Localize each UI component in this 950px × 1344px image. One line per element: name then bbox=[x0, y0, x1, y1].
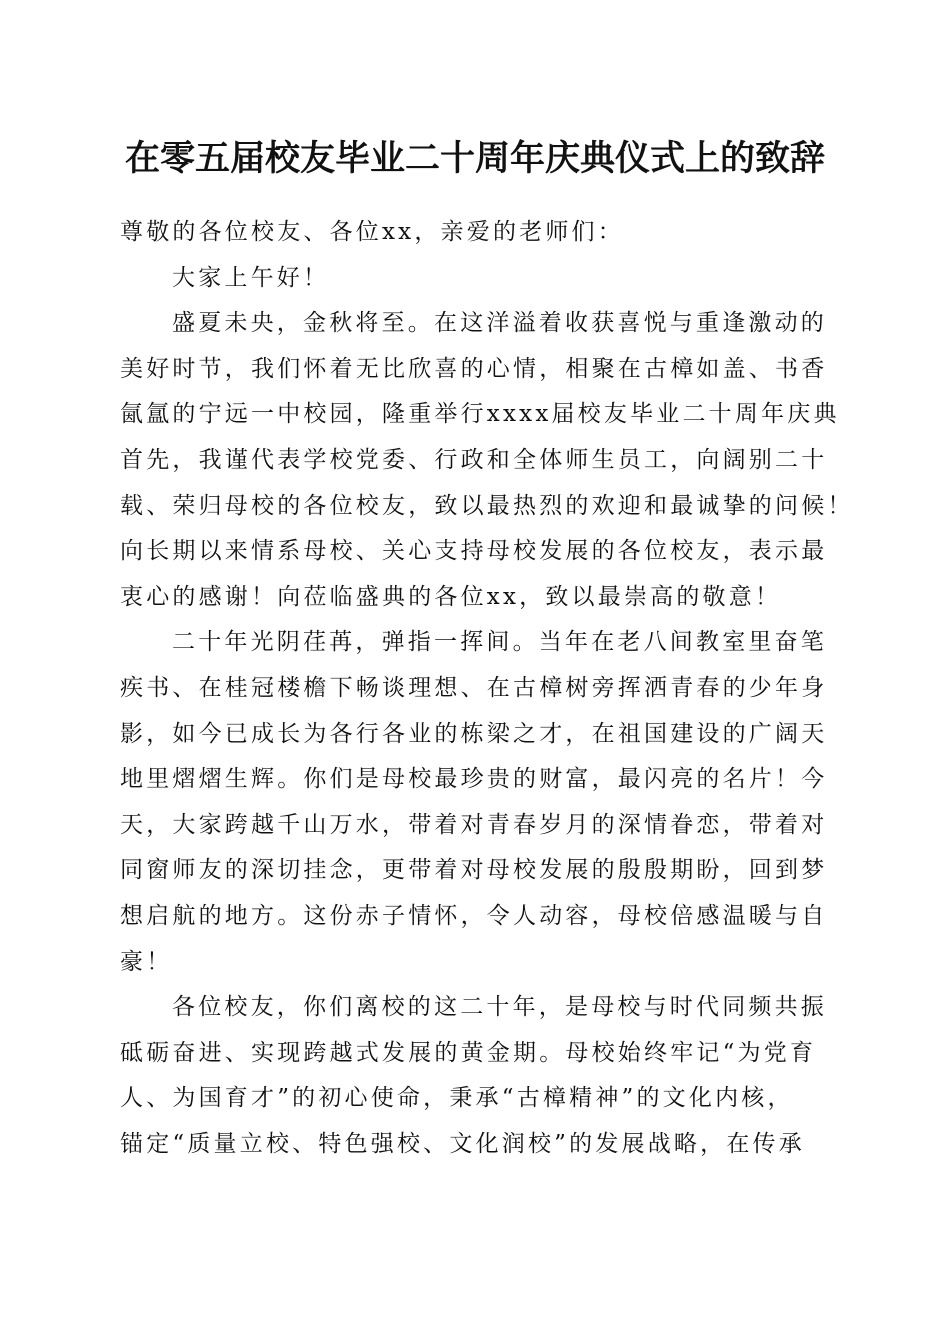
document-title: 在零五届校友毕业二十周年庆典仪式上的致辞 bbox=[124, 138, 825, 179]
text-line: 锚定“质量立校、特色强校、文化润校”的发展战略，在传承 bbox=[120, 1130, 805, 1157]
text-line: 影，如今已成长为各行各业的栋梁之才，在祖国建设的广阔天 bbox=[120, 720, 828, 747]
text-line: 人、为国育才”的初心使命，秉承“古樟精神”的文化内核， bbox=[120, 1085, 794, 1112]
text-line: 载、荣归母校的各位校友，致以最热烈的欢迎和最诚挚的问候！ bbox=[120, 492, 854, 519]
salutation-line: 尊敬的各位校友、各位xx，亲爱的老师们： bbox=[120, 219, 624, 245]
text-line: 向长期以来情系母校、关心支持母校发展的各位校友，表示最 bbox=[120, 538, 828, 565]
text-line: 想启航的地方。这份赤子情怀，令人动容，母校倍感温暖与自 bbox=[120, 902, 828, 929]
text-line: 天，大家跨越千山万水，带着对青春岁月的深情眷恋，带着对 bbox=[120, 811, 828, 838]
text-line: 地里熠熠生辉。你们是母校最珍贵的财富，最闪亮的名片！今 bbox=[120, 766, 828, 793]
text-line: 衷心的感谢！向莅临盛典的各位xx，致以最崇高的敬意！ bbox=[120, 583, 782, 610]
text-line: 二十年光阴荏苒，弹指一挥间。当年在老八间教室里奋笔 bbox=[172, 629, 827, 656]
text-line: 各位校友，你们离校的这二十年，是母校与时代同频共振 bbox=[172, 994, 827, 1021]
text-line: 首先，我谨代表学校党委、行政和全体师生员工，向阔别二十 bbox=[120, 446, 828, 473]
text-line: 美好时节，我们怀着无比欣喜的心情，相聚在古樟如盖、书香 bbox=[120, 355, 828, 382]
text-line: 疾书、在桂冠楼檐下畅谈理想、在古樟树旁挥洒青春的少年身 bbox=[120, 674, 828, 701]
text-line: 砥砺奋进、实现跨越式发展的黄金期。母校始终牢记“为党育 bbox=[120, 1039, 817, 1066]
text-line: 同窗师友的深切挂念，更带着对母校发展的殷殷期盼，回到梦 bbox=[120, 857, 828, 884]
text-line: 盛夏未央，金秋将至。在这洋溢着收获喜悦与重逢激动的 bbox=[172, 310, 827, 337]
text-line: 豪！ bbox=[120, 948, 173, 975]
greeting-line: 大家上午好！ bbox=[172, 264, 330, 291]
document-body bbox=[120, 210, 854, 1167]
text-line: 氤氲的宁远一中校园，隆重举行xxxx届校友毕业二十周年庆典 bbox=[120, 401, 840, 428]
